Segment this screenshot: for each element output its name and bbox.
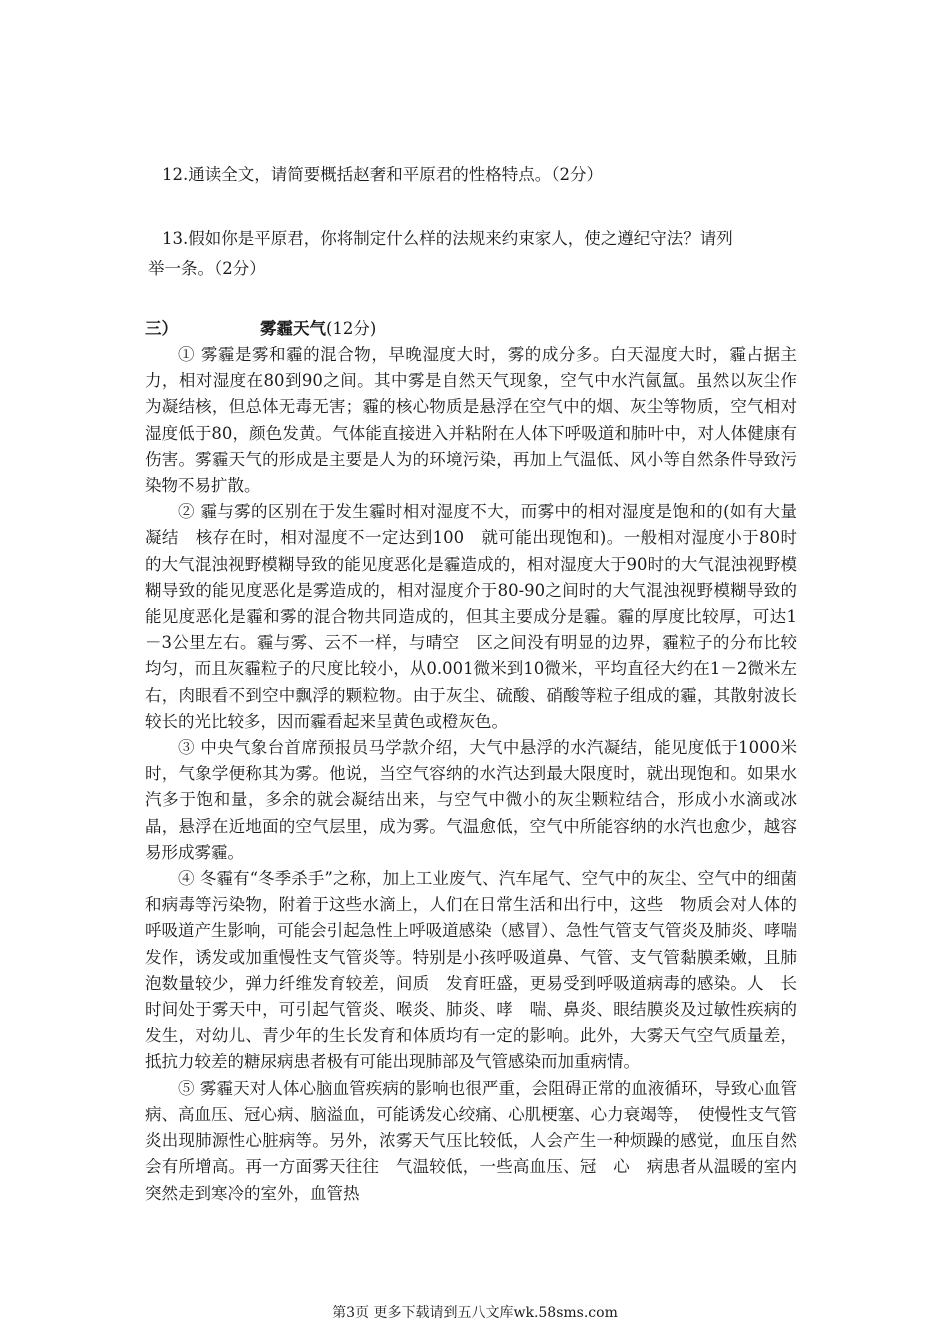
section-score: (12分) (326, 319, 377, 338)
question-13-line1: 13.假如你是平原君，你将制定什么样的法规来约束家人，使之遵纪守法？请列 (162, 229, 733, 248)
question-13-line2: 举一条。（2分） (148, 259, 266, 278)
section-number: 三） (145, 319, 178, 338)
paragraph-3: ③ 中央气象台首席预报员马学款介绍，大气中悬浮的水汽凝结，能见度低于1000米时，气象学便称其为雾。他说，当空气容纳的水汽达到最大限度时，就出现饱和。如果水汽多于饱和量，多余的就会凝结出来，与空气中微小的灰尘颗粒结合，形成小水滴或冰晶，悬浮在近地面的空气层里，成为雾。气温愈低，空气中所能容纳的水汽也愈少，越容易形成雾霾。 (145, 738, 797, 862)
section-heading (145, 316, 376, 342)
article-body (145, 342, 797, 1207)
question-13 (148, 224, 842, 284)
question-12: 12.通读全文，请简要概括赵奢和平原君的性格特点。（2分） (162, 165, 603, 184)
section-title: 雾霾天气 (260, 319, 326, 338)
page-footer: 第3页 更多下载请到五八文库wk.58sms.com (332, 1305, 618, 1321)
paragraph-1: ① 雾霾是雾和霾的混合物，早晚湿度大时，雾的成分多。白天湿度大时，霾占据主力，相对湿度在80到90之间。其中雾是自然天气现象，空气中水汽氤氲。虽然以灰尘作为凝结核，但总体无毒无害；霾的核心物质是悬浮在空气中的烟、灰尘等物质，空气相对湿度低于80，颜色发黄。气体能直接进入并粘附在人体下呼吸道和肺叶中，对人体健康有伤害。雾霾天气的形成是主要是人为的环境污染，再加上气温低、风小等自然条件导致污染物不易扩散。 (145, 345, 797, 496)
paragraph-5: ⑤ 雾霾天对人体心脑血管疾病的影响也很严重，会阻碍正常的血液循环，导致心血管病、高血压、冠心病、脑溢血，可能诱发心绞痛、心肌梗塞、心力衰竭等， 使慢性支气管炎出现肺源性心脏病等。另外，浓雾天气压比较低，人会产生一种烦躁的感觉，血压自然会有所增高。再一方面雾天往往 气温较低，一些高血压、冠 心 病患者从温暖的室内突然走到寒冷的室外，血管热 (145, 1078, 797, 1203)
paragraph-4: ④ 冬霾有“冬季杀手”之称，加上工业废气、汽车尾气、空气中的灰尘、空气中的细菌和病毒等污染物，附着于这些水滴上，人们在日常生活和出行中，这些 物质会对人体的呼吸道产生影响，可能会引起急性上呼吸道感染（感冒）、急性气管支气管炎及肺炎、哮喘发作，诱发或加重慢性支气管炎等。特别是小孩呼吸道鼻、气管、支气管黏膜柔嫩，且肺泡数量较少，弹力纤维发育较差，间质 发育旺盛，更易受到呼吸道病毒的感染。人 长时间处于雾天中，可引起气管炎、喉炎、肺炎、哮 喘、鼻炎、眼结膜炎及过敏性疾病的发生，对幼儿、青少年的生长发育和体质均有一定的影响。此外，大雾天气空气质量差，抵抗力较差的糖尿病患者极有可能出现肺部及气管感染而加重病情。 (145, 869, 797, 1072)
paragraph-2: ② 霾与雾的区别在于发生霾时相对湿度不大，而雾中的相对湿度是饱和的(如有大量凝结 核存在时，相对湿度不一定达到100 就可能出现饱和)。一般相对湿度小于80时的大气混浊视野模糊导致的能见度恶化是霾造成的，相对湿度大于90时的大气混浊视野模糊导致的能见度恶化是雾造成的，相对湿度介于80-90之间时的大气混浊视野模糊导致的能见度恶化是霾和雾的混合物共同造成的，但其主要成分是霾。霾的厚度比较厚，可达1－3公里左右。霾与雾、云不一样，与晴空 区之间没有明显的边界，霾粒子的分布比较均匀，而且灰霾粒子的尺度比较小，从0.001微米到10微米，平均直径大约在1－2微米左右，肉眼看不到空中飘浮的颗粒物。由于灰尘、硫酸、硝酸等粒子组成的霾，其散射波长较长的光比较多，因而霾看起来呈黄色或橙灰色。 (145, 502, 797, 731)
